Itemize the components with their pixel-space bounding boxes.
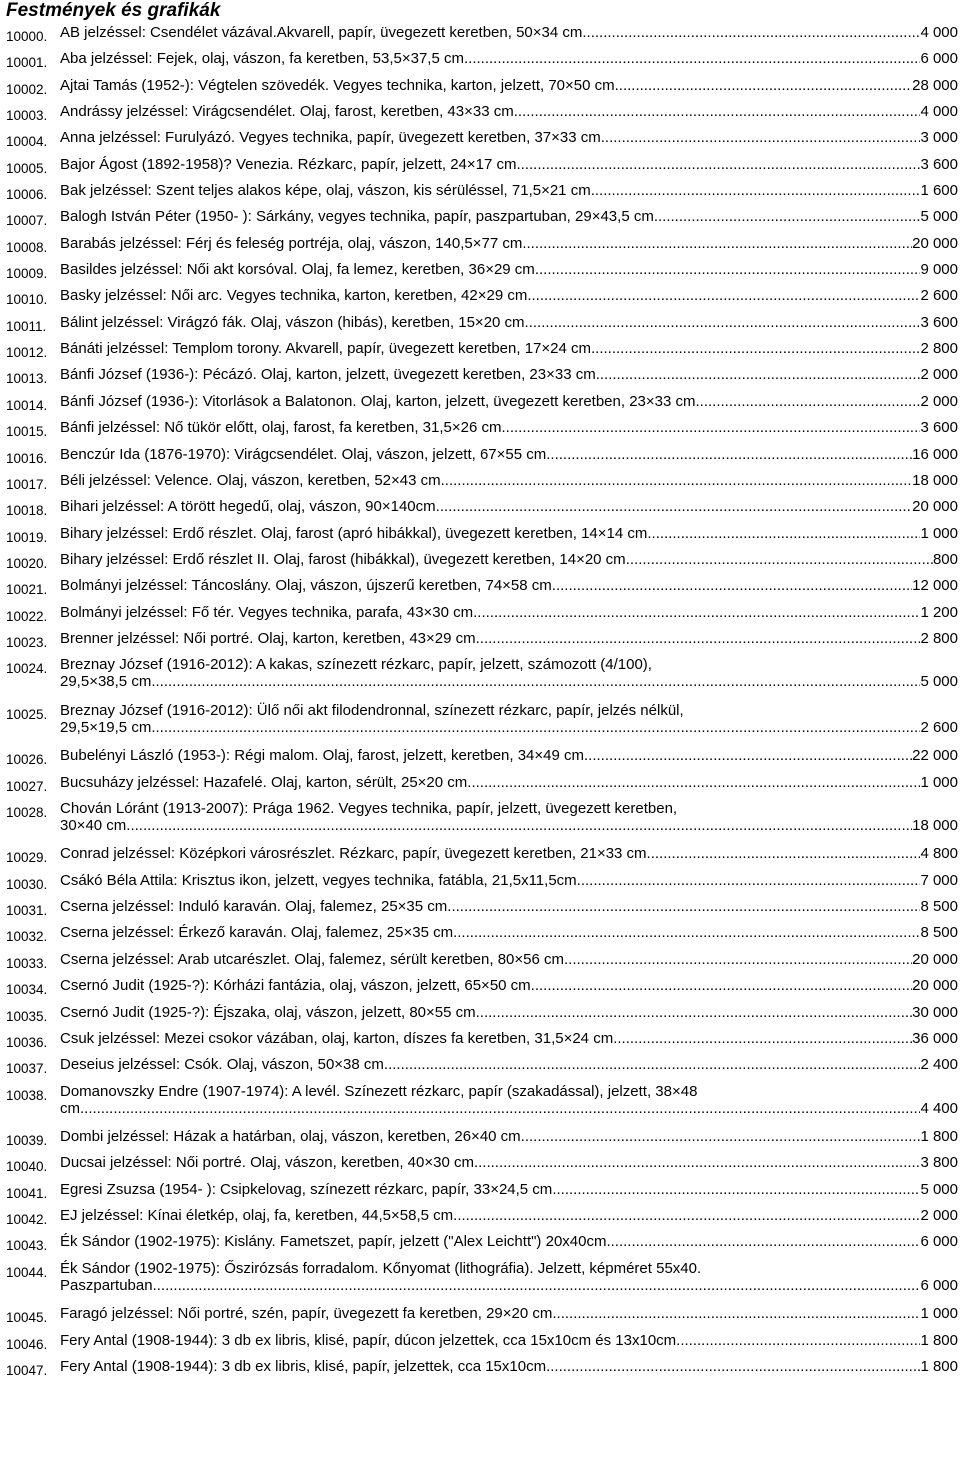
lot-description: [60, 103, 960, 120]
lot-description: [60, 1083, 960, 1117]
lot-title: Bihary jelzéssel: Erdő részlet. Olaj, farost (apró hibákkal), üvegezett keretben, 14×14 cm: [60, 524, 648, 542]
lot-price: 3 600: [920, 419, 958, 437]
lot-title: Bucsuházy jelzéssel: Hazafelé. Olaj, karton, sérült, 25×20 cm: [60, 773, 468, 791]
lot-description: [60, 702, 960, 736]
lot-title: Bolmányi jelzéssel: Táncoslány. Olaj, vászon, újszerű keretben, 74×58 cm: [60, 577, 552, 595]
lot-price: 6 000: [920, 1276, 958, 1294]
lot-row: [6, 182, 960, 208]
lot-title: Cserna jelzéssel: Érkező karaván. Olaj, falemez, 25×35 cm: [60, 924, 454, 942]
lot-row: [6, 924, 960, 950]
lot-price: 8 500: [920, 924, 958, 942]
lot-title: Paszpartuban: [60, 1276, 153, 1294]
lot-title: 29,5×38,5 cm: [60, 673, 152, 691]
lot-description: [60, 898, 960, 915]
lot-row: [6, 1004, 960, 1030]
lot-number: 10046.: [6, 1336, 48, 1352]
lot-number: 10003.: [6, 108, 48, 124]
lot-title: Bánáti jelzéssel: Templom torony. Akvarell, papír, üvegezett keretben, 17×24 cm: [60, 340, 591, 358]
lot-description: [60, 630, 960, 647]
lot-title: Egresi Zsuzsa (1954- ): Csipkelovag, színezett rézkarc, papír, 33×24,5 cm: [60, 1180, 553, 1198]
lot-price: 2 400: [920, 1056, 958, 1074]
dot-leader: [552, 1181, 920, 1198]
lot-title: Csernó Judit (1925-?): Éjszaka, olaj, vászon, jelzett, 80×55 cm: [60, 1003, 476, 1021]
lot-row: [6, 472, 960, 498]
lot-title: Bolmányi jelzéssel: Fő tér. Vegyes technika, parafa, 43×30 cm: [60, 603, 474, 621]
lot-row: [6, 630, 960, 656]
lot-title: Aba jelzéssel: Fejek, olaj, vászon, fa keretben, 53,5×37,5 cm: [60, 50, 464, 68]
lot-description: [60, 951, 960, 968]
lot-number: 10034.: [6, 982, 48, 998]
lot-price: 1 000: [920, 524, 958, 542]
lot-number: 10042.: [6, 1212, 48, 1228]
lot-price: 36 000: [912, 1029, 958, 1047]
lot-row: [6, 1260, 960, 1306]
lot-title: Bajor Ágost (1892-1958)? Venezia. Rézkarc, papír, jelzett, 24×17 cm: [60, 155, 517, 173]
lot-description: [60, 156, 960, 173]
lot-price: 1 200: [920, 603, 958, 621]
lot-row: [6, 951, 960, 977]
lot-row: [6, 77, 960, 103]
lot-price: 20 000: [912, 234, 958, 252]
lot-price: 800: [932, 550, 958, 568]
lot-price: 4 000: [920, 24, 958, 41]
lot-number: 10008.: [6, 239, 48, 255]
lot-description: [60, 656, 960, 690]
lot-number: 10044.: [6, 1264, 48, 1280]
dot-leader: [654, 208, 921, 225]
lot-price: 1 800: [920, 1128, 958, 1146]
lot-description: [60, 50, 960, 67]
lot-price: 3 600: [920, 313, 958, 331]
lot-description: [60, 1004, 960, 1021]
lot-price: 30 000: [912, 1003, 958, 1021]
lot-number: 10022.: [6, 608, 48, 624]
lot-number: 10017.: [6, 476, 48, 492]
dot-leader: [696, 393, 921, 410]
lot-number: 10026.: [6, 752, 48, 768]
lot-row: [6, 235, 960, 261]
lot-price: 2 000: [920, 1207, 958, 1225]
dot-leader: [464, 50, 920, 67]
lot-price: 3 800: [920, 1154, 958, 1172]
lot-description: [60, 551, 960, 568]
dot-leader: [577, 872, 921, 889]
lot-price: 3 000: [920, 129, 958, 147]
lot-description: [60, 1056, 960, 1073]
lot-price: 2 800: [920, 629, 958, 647]
lot-row: [6, 50, 960, 76]
lot-price: 2 600: [920, 718, 958, 736]
dot-leader: [615, 77, 912, 94]
lot-description: [60, 1260, 960, 1294]
lot-number: 10023.: [6, 634, 48, 650]
dot-leader: [447, 898, 920, 915]
lot-description: [60, 577, 960, 594]
lot-price: 5 000: [920, 673, 958, 691]
lot-row: [6, 872, 960, 898]
dot-leader: [501, 419, 920, 436]
lot-list: [6, 24, 960, 1384]
lot-title: Andrássy jelzéssel: Virágcsendélet. Olaj, farost, keretben, 43×33 cm: [60, 103, 514, 121]
lot-number: 10032.: [6, 929, 48, 945]
dot-leader: [441, 472, 912, 489]
lot-price: 4 400: [920, 1099, 958, 1117]
lot-row: [6, 898, 960, 924]
lot-row: [6, 1332, 960, 1358]
lot-description: [60, 182, 960, 199]
lot-row: [6, 340, 960, 366]
dot-leader: [546, 446, 912, 463]
dot-leader: [522, 235, 912, 252]
lot-number: 10002.: [6, 81, 48, 97]
lot-number: 10024.: [6, 661, 48, 677]
lot-title: Basky jelzéssel: Női arc. Vegyes technika, karton, keretben, 42×29 cm: [60, 287, 528, 305]
lot-row: [6, 977, 960, 1003]
lot-price: 5 000: [920, 208, 958, 226]
lot-title: Deseius jelzéssel: Csók. Olaj, vászon, 50×38 cm: [60, 1056, 384, 1074]
dot-leader: [613, 1030, 912, 1047]
lot-row: [6, 498, 960, 524]
lot-row: [6, 1358, 960, 1384]
lot-price: 3 600: [920, 155, 958, 173]
lot-row: [6, 604, 960, 630]
lot-description: [60, 872, 960, 889]
lot-description: [60, 845, 960, 862]
lot-number: 10027.: [6, 778, 48, 794]
lot-description: [60, 747, 960, 764]
dot-leader: [591, 182, 921, 199]
lot-title: Bánfi József (1936-): Vitorlások a Balatonon. Olaj, karton, jelzett, üvegezett keretben, 23×33 cm: [60, 392, 696, 410]
lot-row: [6, 208, 960, 234]
lot-description: [60, 446, 960, 463]
dot-leader: [436, 498, 912, 515]
lot-title: cm: [60, 1099, 80, 1117]
lot-title: Anna jelzéssel: Furulyázó. Vegyes technika, papír, üvegezett keretben, 37×33 cm: [60, 129, 601, 147]
lot-title: Fery Antal (1908-1944): 3 db ex libris, klisé, papír, jelzettek, cca 15x10cm: [60, 1357, 547, 1375]
dot-leader: [564, 951, 912, 968]
dot-leader: [596, 366, 921, 383]
lot-title: Béli jelzéssel: Velence. Olaj, vászon, keretben, 52×43 cm: [60, 471, 441, 489]
lot-description: [60, 498, 960, 515]
lot-title: Faragó jelzéssel: Női portré, szén, papír, üvegezett fa keretben, 29×20 cm: [60, 1305, 553, 1323]
lot-price: 22 000: [912, 747, 958, 765]
lot-title: Ék Sándor (1902-1975): Kislány. Fametszet, papír, jelzett ("Alex Leichtt") 20x40cm: [60, 1233, 607, 1251]
lot-description: [60, 977, 960, 994]
dot-leader: [521, 1128, 921, 1145]
lot-number: 10037.: [6, 1061, 48, 1077]
lot-number: 10038.: [6, 1087, 48, 1103]
lot-title: Ajtai Tamás (1952-): Végtelen szövedék. Vegyes technika, karton, jelzett, 70×50 cm: [60, 76, 615, 94]
lot-row: [6, 156, 960, 182]
lot-number: 10016.: [6, 450, 48, 466]
dot-leader: [126, 817, 912, 834]
lot-number: 10012.: [6, 345, 48, 361]
lot-number: 10033.: [6, 955, 48, 971]
lot-row: [6, 774, 960, 800]
lot-price: 1 000: [920, 1305, 958, 1323]
lot-description: [60, 1030, 960, 1047]
lot-title: Bánfi jelzéssel: Nő tükör előtt, olaj, farost, fa keretben, 31,5×26 cm: [60, 419, 502, 437]
lot-title: 30×40 cm: [60, 816, 127, 834]
lot-row: [6, 103, 960, 129]
lot-title: Bálint jelzéssel: Virágzó fák. Olaj, vászon (hibás), keretben, 15×20 cm: [60, 313, 525, 331]
lot-row: [6, 287, 960, 313]
lot-price: 18 000: [912, 816, 958, 834]
lot-title: Conrad jelzéssel: Középkori városrészlet. Rézkarc, papír, üvegezett keretben, 21×33 cm: [60, 845, 647, 863]
lot-number: 10029.: [6, 850, 48, 866]
dot-leader: [535, 261, 921, 278]
lot-row: [6, 1207, 960, 1233]
lot-price: 2 600: [920, 287, 958, 305]
lot-number: 10041.: [6, 1185, 48, 1201]
lot-price: 9 000: [920, 261, 958, 279]
lot-row: [6, 24, 960, 50]
lot-title: Csuk jelzéssel: Mezei csokor vázában, olaj, karton, díszes fa keretben, 31,5×24 cm: [60, 1029, 614, 1047]
lot-description: [60, 366, 960, 383]
lot-price: 6 000: [920, 1233, 958, 1251]
lot-description: [60, 1154, 960, 1171]
lot-description: [60, 1181, 960, 1198]
lot-description: [60, 129, 960, 146]
lot-row: [6, 1128, 960, 1154]
dot-leader: [647, 845, 921, 862]
lot-row: [6, 1083, 960, 1129]
lot-title: Barabás jelzéssel: Férj és feleség portréja, olaj, vászon, 140,5×77 cm: [60, 234, 523, 252]
lot-description: [60, 525, 960, 542]
lot-price: 4 800: [920, 845, 958, 863]
lot-title: Bak jelzéssel: Szent teljes alakos képe, olaj, vászon, kis sérüléssel, 71,5×21 cm: [60, 182, 591, 200]
dot-leader: [606, 1233, 920, 1250]
lot-title: Balogh István Péter (1950- ): Sárkány, vegyes technika, papír, paszpartuban, 29×43,5 cm: [60, 208, 654, 226]
lot-price: 7 000: [920, 871, 958, 889]
lot-price: 6 000: [920, 50, 958, 68]
lot-price: 20 000: [912, 498, 958, 516]
lot-number: 10006.: [6, 187, 48, 203]
dot-leader: [473, 604, 920, 621]
lot-price: 1 600: [920, 182, 958, 200]
lot-number: 10047.: [6, 1362, 48, 1378]
dot-leader: [591, 340, 920, 357]
dot-leader: [467, 774, 920, 791]
dot-leader: [453, 924, 920, 941]
lot-description: [60, 1207, 960, 1224]
lot-description: [60, 472, 960, 489]
lot-title: Csákó Béla Attila: Krisztus ikon, jelzett, vegyes technika, fatábla, 21,5x11,5cm: [60, 871, 577, 889]
lot-title: Ducsai jelzéssel: Női portré. Olaj, vászon, keretben, 40×30 cm: [60, 1154, 474, 1172]
lot-number: 10043.: [6, 1238, 48, 1254]
dot-leader: [647, 525, 920, 542]
lot-title: Cserna jelzéssel: Arab utcarészlet. Olaj, falemez, sérült keretben, 80×56 cm: [60, 950, 564, 968]
lot-description: [60, 208, 960, 225]
lot-row: [6, 845, 960, 871]
lot-description: [60, 1358, 960, 1375]
lot-price: 8 500: [920, 898, 958, 916]
lot-row: [6, 577, 960, 603]
lot-price: 5 000: [920, 1180, 958, 1198]
lot-title: Bihary jelzéssel: Erdő részlet II. Olaj, farost (hibákkal), üvegezett keretben, 14×20 cm: [60, 550, 626, 568]
lot-number: 10045.: [6, 1310, 48, 1326]
lot-price: 20 000: [912, 977, 958, 995]
lot-row: [6, 1056, 960, 1082]
lot-title: Basildes jelzéssel: Női akt korsóval. Olaj, fa lemez, keretben, 36×29 cm: [60, 261, 535, 279]
dot-leader: [453, 1207, 920, 1224]
lot-description: [60, 1128, 960, 1145]
lot-title: AB jelzéssel: Csendélet vázával.Akvarell, papír, üvegezett keretben, 50×34 cm: [60, 24, 583, 41]
lot-description: [60, 393, 960, 410]
lot-number: 10040.: [6, 1159, 48, 1175]
lot-row: [6, 393, 960, 419]
lot-description: [60, 77, 960, 94]
lot-description-line: Breznay József (1916-2012): Ülő női akt filodendronnal, színezett rézkarc, papír, jelzés nélkül,: [60, 701, 684, 719]
lot-description: [60, 340, 960, 357]
dot-leader: [531, 977, 912, 994]
dot-leader: [525, 314, 921, 331]
lot-price: 12 000: [912, 577, 958, 595]
lot-description: [60, 261, 960, 278]
lot-price: 28 000: [912, 76, 958, 94]
dot-leader: [153, 1277, 921, 1294]
lot-number: 10007.: [6, 213, 48, 229]
lot-number: 10000.: [6, 29, 48, 44]
lot-title: Cserna jelzéssel: Induló karaván. Olaj, falemez, 25×35 cm: [60, 898, 448, 916]
lot-number: 10019.: [6, 529, 48, 545]
lot-row: [6, 551, 960, 577]
lot-number: 10005.: [6, 160, 48, 176]
lot-description: [60, 24, 960, 41]
lot-title: Bubelényi László (1953-): Régi malom. Olaj, farost, jelzett, keretben, 34×49 cm: [60, 747, 585, 765]
dot-leader: [517, 156, 921, 173]
dot-leader: [584, 747, 912, 764]
lot-row: [6, 446, 960, 472]
dot-leader: [151, 719, 920, 736]
lot-number: 10009.: [6, 266, 48, 282]
lot-title: Csernó Judit (1925-?): Kórházi fantázia, olaj, vászon, jelzett, 65×50 cm: [60, 977, 531, 995]
lot-description: [60, 287, 960, 304]
lot-row: [6, 1305, 960, 1331]
lot-number: 10031.: [6, 903, 48, 919]
section-heading: Festmények és grafikák: [6, 0, 221, 21]
lot-price: 4 000: [920, 103, 958, 121]
lot-number: 10025.: [6, 706, 48, 722]
lot-description: [60, 235, 960, 252]
lot-number: 10039.: [6, 1133, 48, 1149]
lot-description: [60, 314, 960, 331]
lot-description: [60, 604, 960, 621]
lot-title: Benczúr Ida (1876-1970): Virágcsendélet. Olaj, vászon, jelzett, 67×55 cm: [60, 445, 547, 463]
lot-description: [60, 774, 960, 791]
lot-row: [6, 129, 960, 155]
lot-row: [6, 656, 960, 702]
lot-price: 20 000: [912, 950, 958, 968]
lot-title: Bánfi József (1936-): Pécázó. Olaj, karton, jelzett, üvegezett keretben, 23×33 cm: [60, 366, 596, 384]
lot-number: 10014.: [6, 397, 48, 413]
dot-leader: [514, 103, 921, 120]
lot-row: [6, 366, 960, 392]
lot-number: 10018.: [6, 503, 48, 519]
dot-leader: [552, 577, 912, 594]
lot-row: [6, 1154, 960, 1180]
dot-leader: [151, 673, 920, 690]
lot-number: 10036.: [6, 1034, 48, 1050]
dot-leader: [527, 287, 920, 304]
dot-leader: [546, 1358, 920, 1375]
lot-row: [6, 419, 960, 445]
lot-number: 10020.: [6, 555, 48, 571]
lot-number: 10030.: [6, 876, 48, 892]
dot-leader: [384, 1056, 921, 1073]
lot-title: Brenner jelzéssel: Női portré. Olaj, karton, keretben, 43×29 cm: [60, 629, 476, 647]
dot-leader: [582, 24, 920, 41]
lot-number: 10028.: [6, 804, 48, 820]
lot-description-line: Chován Lóránt (1913-2007): Prága 1962. Vegyes technika, papír, jelzett, üvegezett keretben,: [60, 799, 678, 817]
lot-description: [60, 924, 960, 941]
lot-number: 10021.: [6, 582, 48, 598]
dot-leader: [476, 630, 921, 647]
lot-number: 10035.: [6, 1008, 48, 1024]
lot-description: [60, 1305, 960, 1322]
lot-price: 18 000: [912, 471, 958, 489]
dot-leader: [626, 551, 933, 568]
lot-row: [6, 800, 960, 846]
dot-leader: [80, 1100, 920, 1117]
lot-row: [6, 1181, 960, 1207]
lot-number: 10010.: [6, 292, 48, 308]
lot-price: 1 800: [920, 1331, 958, 1349]
lot-row: [6, 314, 960, 340]
lot-description-line: Breznay József (1916-2012): A kakas, színezett rézkarc, papír, jelzett, számozott (4/100),: [60, 656, 652, 674]
lot-title: 29,5×19,5 cm: [60, 718, 152, 736]
dot-leader: [676, 1332, 920, 1349]
lot-number: 10015.: [6, 424, 48, 440]
lot-number: 10011.: [6, 318, 47, 334]
lot-title: Fery Antal (1908-1944): 3 db ex libris, klisé, papír, dúcon jelzettek, cca 15x10cm és 13x10cm: [60, 1331, 677, 1349]
dot-leader: [601, 129, 921, 146]
lot-price: 2 800: [920, 340, 958, 358]
lot-title: Bihari jelzéssel: A törött hegedű, olaj, vászon, 90×140cm: [60, 498, 436, 516]
lot-row: [6, 1030, 960, 1056]
lot-description: [60, 1332, 960, 1349]
lot-description: [60, 800, 960, 834]
lot-description-line: Ék Sándor (1902-1975): Őszirózsás forradalom. Kőnyomat (lithográfia). Jelzett, képméret 55x40.: [60, 1259, 702, 1277]
lot-price: 16 000: [912, 445, 958, 463]
lot-description: [60, 419, 960, 436]
lot-price: 2 000: [920, 392, 958, 410]
lot-description: [60, 1233, 960, 1250]
lot-title: Dombi jelzéssel: Házak a határban, olaj, vászon, keretben, 26×40 cm: [60, 1128, 521, 1146]
lot-row: [6, 525, 960, 551]
lot-price: 1 800: [920, 1357, 958, 1375]
lot-title: EJ jelzéssel: Kínai életkép, olaj, fa, keretben, 44,5×58,5 cm: [60, 1207, 454, 1225]
lot-number: 10013.: [6, 371, 48, 387]
lot-row: [6, 702, 960, 748]
lot-row: [6, 747, 960, 773]
lot-description-line: Domanovszky Endre (1907-1974): A levél. Színezett rézkarc, papír (szakadással), jelzett, 38×48: [60, 1082, 698, 1100]
lot-row: [6, 1233, 960, 1259]
lot-row: [6, 261, 960, 287]
dot-leader: [552, 1305, 920, 1322]
lot-price: 1 000: [920, 773, 958, 791]
dot-leader: [474, 1154, 921, 1171]
lot-number: 10004.: [6, 134, 48, 150]
lot-price: 2 000: [920, 366, 958, 384]
lot-number: 10001.: [6, 55, 48, 71]
dot-leader: [476, 1004, 912, 1021]
